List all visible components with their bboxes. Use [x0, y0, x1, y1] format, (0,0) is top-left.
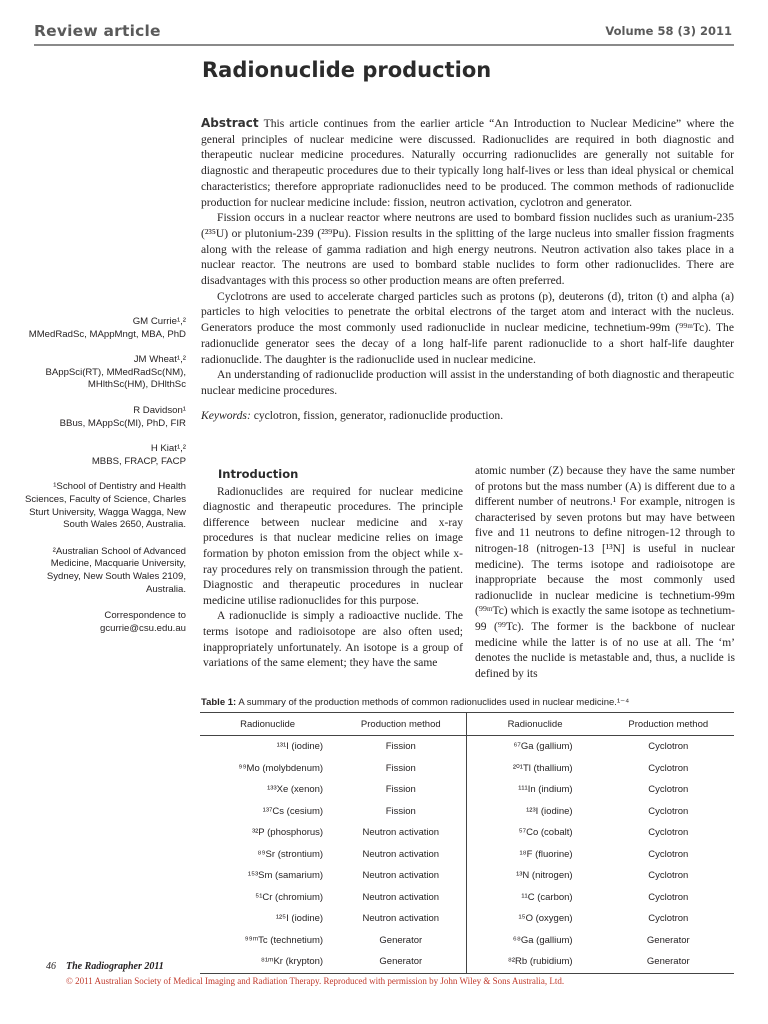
radionuclide-cell: ⁹⁹Mo (molybdenum): [238, 762, 324, 774]
radionuclide-cell: ⁸¹ᵐKr (krypton): [200, 951, 335, 973]
radionuclide-cell: ¹⁵O (oxygen): [467, 908, 603, 930]
radionuclide-cell: ¹⁸F (fluorine): [467, 844, 603, 866]
table-header: Radionuclide: [200, 713, 335, 736]
production-method-cell: Neutron activation: [362, 827, 440, 839]
author-name: JM Wheat¹,²: [133, 354, 186, 366]
table-row: [200, 865, 734, 887]
production-method-cell: Cyclotron: [648, 784, 689, 796]
radionuclide-cell: ⁹⁹ᵐTc (technetium): [244, 934, 324, 946]
author-credentials: MBBS, FRACP, FACP: [91, 455, 186, 467]
radionuclide-cell: ⁸²Rb (rubidium): [467, 951, 603, 973]
article-title: Radionuclide production: [202, 58, 492, 82]
abstract-p4: An understanding of radionuclide production will assist in the understanding of both diagnostic and therapeutic nuclear medicine procedures.: [201, 368, 734, 397]
keywords-text: cyclotron, fission, generator, radionuclide production.: [253, 408, 504, 422]
intro-p2: A radionuclide is simply a radioactive nuclide. The terms isotope and radioisotope are also often used; inappropriately unfortunately. An isotope is a group of variations of the same element; they have the same: [203, 610, 463, 670]
author-credentials: MMedRadSc, MAppMngt, MBA, PhD: [28, 328, 186, 340]
production-method-cell: Neutron activation: [362, 913, 440, 925]
table-row: [200, 736, 734, 758]
abstract-p1: [201, 116, 734, 210]
intro-p3: atomic number (Z) because they have the same number of protons but the mass number (A) is different due to a different number of neutrons.¹ For example, nitrogen is characterised by seven protons but may have between five and 11 neutrons to define nitrogen-12 through to nitrogen-18 (nitrogen-13 [¹³N] is useful in nuclear medicine). The terms isotope and radioisotope are inappropriate because the most commonly used radionuclide in nuclear medicine is technetium-99m (⁹⁹ᵐTc) which is exactly the same isotope as technetium-99 (⁹⁹Tc). The former is the backbone of nuclear medicine while the latter is of no use at all. The ‘m’ denotes the nuclide is metastable and, thus, a nuclide is defined by its: [475, 465, 736, 680]
author-name: H Kiat¹,²: [150, 443, 186, 455]
table-row: [200, 779, 734, 801]
production-method-cell: Cyclotron: [648, 741, 689, 753]
volume-label: Volume 58 (3) 2011: [605, 24, 732, 38]
table-row: [200, 908, 734, 930]
author-name: GM Currie¹,²: [132, 316, 186, 327]
table-header: Production method: [603, 713, 734, 736]
production-method-cell: Generator: [603, 951, 734, 973]
table-caption-label: Table 1:: [201, 697, 237, 708]
author-block: [20, 405, 186, 430]
radionuclide-table: [200, 712, 734, 974]
production-method-cell: Cyclotron: [648, 891, 689, 903]
production-method-cell: Neutron activation: [362, 891, 440, 903]
table-caption: [201, 697, 741, 708]
keywords: [201, 408, 734, 424]
production-method-cell: Fission: [385, 784, 416, 796]
production-method-cell: Cyclotron: [648, 870, 689, 882]
radionuclide-cell: ⁸⁹Sr (strontium): [257, 848, 324, 860]
table-header: Radionuclide: [467, 713, 603, 736]
table-row: [200, 822, 734, 844]
abstract: [201, 116, 734, 423]
radionuclide-cell: ¹¹C (carbon): [467, 887, 603, 909]
author-name: R Davidson¹: [133, 404, 186, 416]
author-sidebar: [20, 316, 186, 649]
production-method-cell: Cyclotron: [648, 848, 689, 860]
table-header: Production method: [335, 713, 467, 736]
production-method-cell: Fission: [385, 741, 416, 753]
author-block: [20, 354, 186, 392]
radionuclide-cell: ¹³⁷Cs (cesium): [262, 805, 324, 817]
production-method-cell: Cyclotron: [648, 805, 689, 817]
table-row: [200, 758, 734, 780]
radionuclide-cell: ²⁰¹Tl (thallium): [467, 758, 603, 780]
abstract-p2: Fission occurs in a nuclear reactor where neutrons are used to bombard fission nuclides such as uranium-235 (²³⁵U) or plutonium-239 (²³⁹Pu). Fission results in the splitting of the large nucleus into smaller fission fragments along with the release of gamma radiation and high energy neutrons. Neutron activation also takes place in a nuclear reactor. The neutrons are used to bombard stable nuclides to form other radionuclides. There are disadvantages with this process so other production means are often preferred.: [201, 211, 734, 288]
section-label: Review article: [34, 22, 161, 40]
intro-p1: Radionuclides are required for nuclear medicine diagnostic and therapeutic procedures. The principle difference between nuclear medicine and x-ray procedures is that nuclear medicine relies on image formation by photon emission from the object while x-ray procedures rely on transmission through the patient. Diagnostic and therapeutic procedures in nuclear medicine utilise radionuclides for this purpose.: [203, 485, 463, 607]
journal-name: The Radiographer 2011: [66, 961, 164, 972]
production-method-cell: Cyclotron: [648, 913, 689, 925]
radionuclide-cell: ¹³¹I (iodine): [276, 741, 324, 753]
radionuclide-cell: ³²P (phosphorus): [251, 827, 324, 839]
table-body: [200, 736, 734, 974]
abstract-lead: Abstract: [201, 116, 259, 130]
affiliation-1: ¹School of Dentistry and Health Sciences, Faculty of Science, Charles Sturt University, Wagga Wagga, New South Wales 2650, Australia.: [24, 481, 186, 531]
production-method-cell: Generator: [646, 934, 690, 946]
radionuclide-cell: ¹³N (nitrogen): [467, 865, 603, 887]
production-method-cell: Fission: [385, 805, 416, 817]
radionuclide-cell: ¹¹¹In (indium): [467, 779, 603, 801]
table-row: [200, 930, 734, 952]
production-method-cell: Fission: [385, 762, 416, 774]
table-header-row: [200, 713, 734, 736]
production-method-cell: Generator: [379, 934, 423, 946]
radionuclide-cell: ⁶⁷Ga (gallium): [467, 736, 603, 758]
keywords-label: Keywords:: [201, 408, 251, 422]
author-credentials: BBus, MAppSc(MI), PhD, FIR: [59, 417, 186, 429]
table-row: [200, 887, 734, 909]
production-method-cell: Cyclotron: [648, 827, 689, 839]
table-caption-text: A summary of the production methods of common radionuclides used in nuclear medicine.¹⁻⁴: [238, 697, 630, 708]
abstract-p1-text: This article continues from the earlier article “An Introduction to Nuclear Medicine” where the general principles of nuclear medicine were discussed. Radionuclides are required in both diagnostic and therapeutic nuclear medicine procedures. Naturally occurring radionuclides are generally not suitable for diagnostic and therapeutic procedures due to their typically long half-lives or less than ideal physical or chemical characteristics; therefore appropriate radionuclides need to be produced. The common methods of radionuclide production for nuclear medicine include: fission, neutron activation, cyclotron and generator.: [201, 117, 734, 209]
production-method-cell: Neutron activation: [362, 848, 440, 860]
radionuclide-cell: ¹³³Xe (xenon): [267, 784, 324, 796]
table-row: [200, 951, 734, 973]
radionuclide-cell: ¹⁵³Sm (samarium): [247, 870, 324, 882]
affiliation-2: ²Australian School of Advanced Medicine, Macquarie University, Sydney, New South Wales 2109, Australia.: [46, 545, 186, 595]
author-block: [20, 316, 186, 341]
abstract-p3: Cyclotrons are used to accelerate charged particles such as protons (p), deuterons (d), triton (t) and alpha (a) particles to high velocities to penetrate the orbital electrons of the target atom and interact with the nucleus. Generators produce the most commonly used radionuclide in nuclear medicine, technetium-99m (⁹⁹ᵐTc). The radionuclide generator sees the decay of a long half-life parent radionuclide to a short half-life daughter radionuclide. The daughter is the radionuclide used in nuclear medicine.: [201, 289, 734, 366]
body-column-right: [475, 464, 735, 682]
page-number: 46: [46, 961, 56, 972]
radionuclide-cell: ¹²³I (iodine): [467, 801, 603, 823]
author-block: [20, 443, 186, 468]
table-row: [200, 844, 734, 866]
production-method-cell: Generator: [335, 951, 467, 973]
radionuclide-cell: ¹²⁵I (iodine): [275, 913, 324, 925]
author-credentials: BAppSci(RT), MMedRadSc(NM), MHlthSc(HM), DHlthSc: [45, 366, 186, 391]
footer: [46, 961, 164, 972]
header-rule: [34, 44, 734, 46]
correspondence: Correspondence to gcurrie@csu.edu.au: [99, 610, 186, 634]
table-row: [200, 801, 734, 823]
production-method-cell: Cyclotron: [648, 762, 689, 774]
section-heading: Introduction: [218, 467, 299, 481]
body-column-left: [203, 464, 463, 672]
copyright-notice: © 2011 Australian Society of Medical Imaging and Radiation Therapy. Reproduced with permission by John Wiley & Sons Australia, Ltd.: [66, 976, 565, 986]
radionuclide-cell: ⁵¹Cr (chromium): [255, 891, 324, 903]
production-method-cell: Neutron activation: [362, 870, 440, 882]
radionuclide-cell: ⁵⁷Co (cobalt): [467, 822, 603, 844]
radionuclide-cell: ⁶⁸Ga (gallium): [467, 930, 603, 952]
